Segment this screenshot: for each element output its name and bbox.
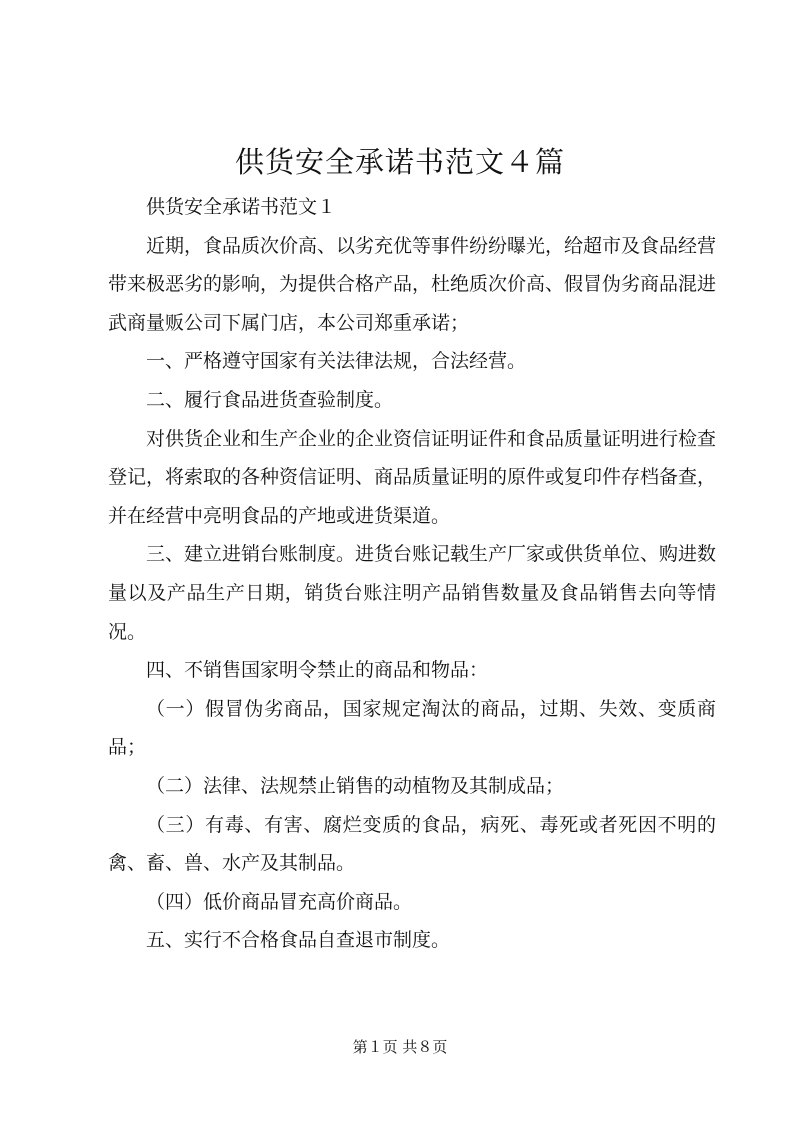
paragraph-item-4-sub-2: （二）法律、法规禁止销售的动植物及其制成品；: [146, 774, 565, 797]
paragraph-item-4-sub-4: （四）低价商品冒充高价商品。: [146, 890, 413, 913]
paragraph-item-4-sub-1: （一）假冒伪劣商品，国家规定淘汰的商品，过期、失效、变质商品；: [108, 697, 716, 759]
paragraph-item-1: 一、严格遵守国家有关法律法规，合法经营。: [146, 350, 527, 373]
document-title: 供货安全承诺书范文４篇: [234, 145, 565, 179]
paragraph-heading: 供货安全承诺书范文１: [146, 196, 337, 218]
paragraph-item-5: 五、实行不合格食品自查退市制度。: [146, 929, 451, 952]
page-footer: 第１页 共８页: [352, 1038, 448, 1056]
document-body: [108, 188, 716, 960]
paragraph-item-2: 二、履行食品进货查验制度。: [146, 388, 394, 411]
paragraph-intro: 近期，食品质次价高、以劣充优等事件纷纷曝光，给超市及食品经营带来极恶劣的影响，为提供合格产品，杜绝质次价高、假冒伪劣商品混进武商量贩公司下属门店，本公司郑重承诺；: [108, 234, 717, 334]
paragraph-item-4: 四、不销售国家明令禁止的商品和物品：: [146, 659, 489, 682]
paragraph-item-3: 三、建立进销台账制度。进货台账记载生产厂家或供货单位、购进数量以及产品生产日期，销货台账注明产品销售数量及食品销售去向等情况。: [108, 543, 717, 643]
paragraph-item-4-sub-3: （三）有毒、有害、腐烂变质的食品，病死、毒死或者死因不明的禽、畜、兽、水产及其制品。: [108, 813, 716, 875]
paragraph-item-2-detail: 对供货企业和生产企业的企业资信证明证件和食品质量证明进行检查登记，将索取的各种资信证明、商品质量证明的原件或复印件存档备查，并在经营中亮明食品的产地或进货渠道。: [108, 427, 717, 527]
